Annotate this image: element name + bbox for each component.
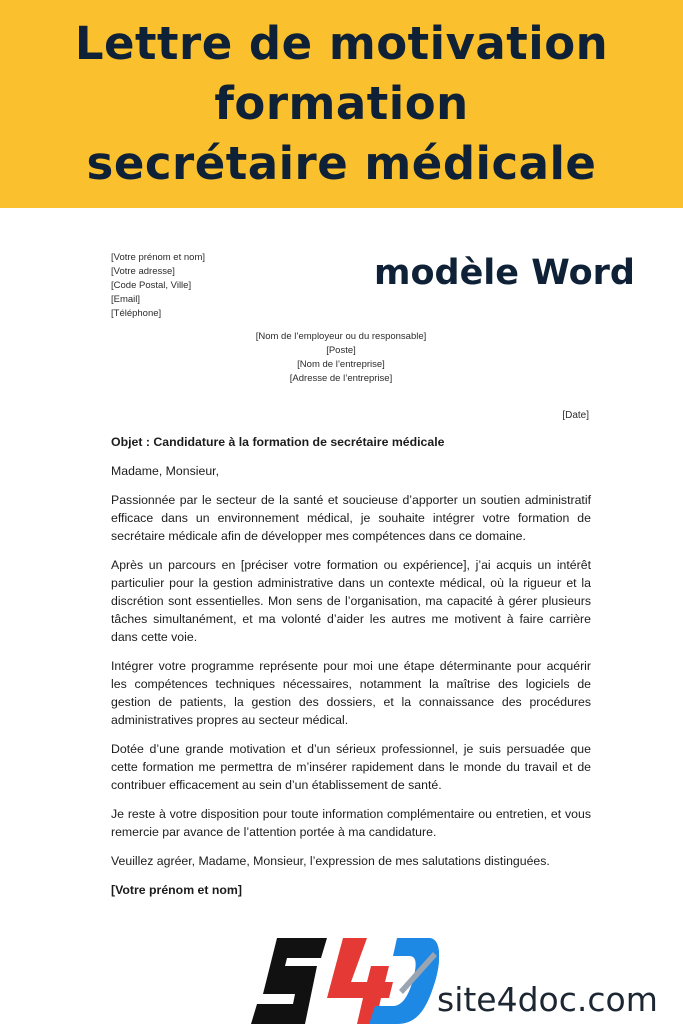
letter-closing: Veuillez agréer, Madame, Monsieur, l’expression de mes salutations distinguées. [111,854,550,868]
letter-subject: Objet : Candidature à la formation de secrétaire médicale [111,435,445,449]
recipient-position: [Poste] [326,345,356,356]
recipient-address: [Adresse de l’entreprise] [289,373,393,384]
sender-name: [Votre prénom et nom] [111,252,205,263]
recipient-block [111,330,571,386]
subtitle: modèle Word [374,253,635,293]
title-banner [0,0,683,208]
letter-paragraph-5: Je reste à votre disposition pour toute information complémentaire ou entretien, et vous remercie par avance de l’attention portée à ma candidature. [111,807,591,839]
site-url[interactable]: site4doc.com [437,980,658,1019]
letter-body [111,433,591,899]
site4doc-logo [247,936,439,1024]
recipient-name: [Nom de l’employeur ou du responsable] [255,331,427,342]
title-line-2: formation [214,77,469,130]
letter-signature: [Votre prénom et nom] [111,883,242,897]
sender-postal: [Code Postal, Ville] [111,280,192,291]
sender-phone: [Téléphone] [111,308,162,319]
page-title [0,14,683,194]
title-line-3: secrétaire médicale [86,137,597,190]
sender-address: [Votre adresse] [111,266,175,277]
recipient-company: [Nom de l’entreprise] [297,359,385,370]
letter-document [111,251,591,897]
sender-email: [Email] [111,294,141,305]
sender-block [111,251,591,321]
title-line-1: Lettre de motivation [74,17,609,70]
letter-date: [Date] [562,410,589,421]
letter-paragraph-4: Dotée d’une grande motivation et d’un sérieux professionnel, je suis persuadée que cette formation me permettra de m’insérer rapidement dans le monde du travail et de contribuer efficacement au sein d’un établissement de santé. [111,742,591,792]
letter-paragraph-2: Après un parcours en [préciser votre formation ou expérience], j’ai acquis un intérêt particulier pour la gestion administrative dans un contexte médical, où la rigueur et la discrétion sont essentielles. Mon sens de l’organisation, ma capacité à gérer plusieurs tâches simultanément, et ma volonté d’aider les autres me motivent à faire carrière dans cette voie. [111,558,591,644]
letter-paragraph-3: Intégrer votre programme représente pour moi une étape déterminante pour acquérir les compétences techniques nécessaires, notamment la maîtrise des logiciels de gestion de patients, la gestion des dossiers, et la connaissance des procédures administratives propres au secteur médical. [111,659,591,727]
letter-paragraph-1: Passionnée par le secteur de la santé et soucieuse d’apporter un soutien administratif efficace dans un environnement médical, je souhaite intégrer votre formation de secrétaire médicale afin de développer mes compétences dans ce domaine. [111,493,591,543]
letter-greeting: Madame, Monsieur, [111,464,219,478]
